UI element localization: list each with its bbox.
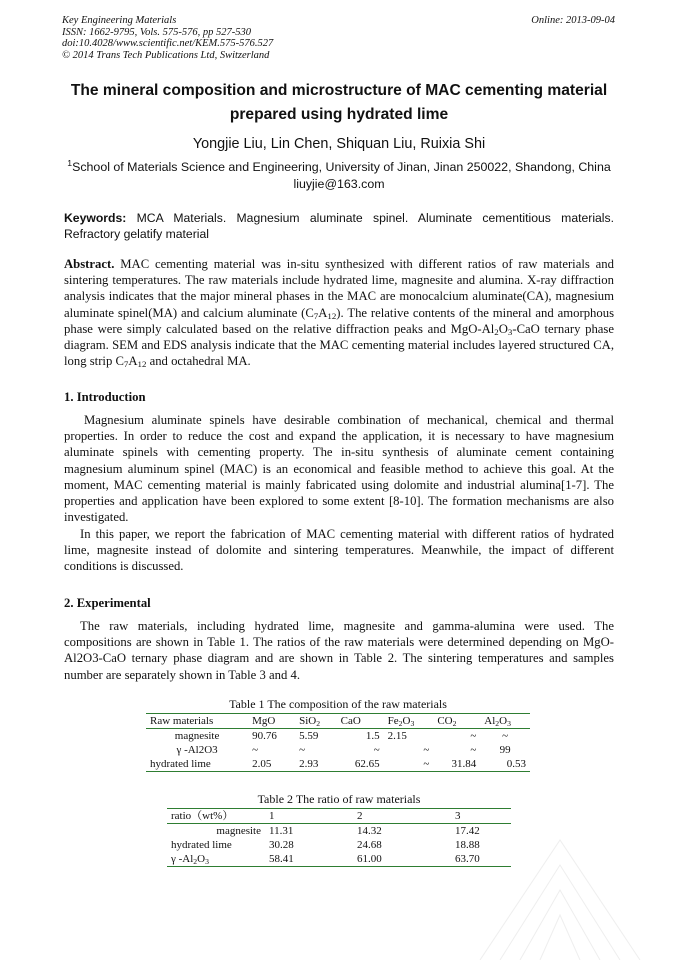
table-cell: [167, 852, 265, 867]
abstract-label: Abstract.: [64, 257, 115, 271]
abstract-text: and octahedral MA.: [146, 354, 251, 369]
keywords-block: [64, 210, 614, 242]
table1: [146, 713, 530, 772]
table-cell: 0.53: [506, 758, 526, 770]
subscript: 12: [327, 310, 337, 321]
abstract-text: O: [498, 321, 508, 336]
subscript: 2: [193, 857, 198, 866]
header-text: Fe: [387, 715, 399, 727]
header-text: Al: [484, 715, 496, 727]
author-email[interactable]: liuyjie@163.com: [293, 177, 385, 191]
table-cell: hydrated lime: [150, 758, 211, 770]
header-text: O: [499, 715, 508, 727]
table-cell: γ -Al2O3: [176, 744, 218, 756]
intro-paragraph-1: Magnesium aluminate spinels have desirable combination of mechanical, chemical and thermal properties. In order to reduce the cost and expand the application, it is necessary to have magnesium aluminate spinels with cementing property. The in-situ synthesis of aluminate cement containing magnesium aluminum spinel (MAC) is an economical and feasible method to achieve this goal. At the moment, MAC cementing material is mainly fabricated using dolomite and industrial alumina[1-7]. The properties and application have been explored to some extent [8-10]. The formation mechanisms are also investigated.: [64, 413, 614, 525]
table-cell: 24.68: [357, 839, 382, 851]
table-cell: 1.5: [365, 730, 380, 742]
table-cell: magnesite: [174, 730, 220, 742]
table1-header-cell: [295, 714, 337, 729]
table-cell: 2.15: [387, 730, 407, 742]
table-cell: 63.70: [455, 853, 480, 865]
online-date: Online: 2013-09-04: [531, 15, 615, 26]
journal-name: Key Engineering Materials: [62, 15, 177, 26]
table-cell: ~: [252, 744, 259, 756]
table-cell: 14.32: [357, 825, 382, 837]
subscript: 2: [494, 326, 499, 337]
table1-header-cell: CaO: [340, 715, 361, 727]
table-row: [146, 743, 530, 757]
table-row: [146, 757, 530, 772]
table1-header-cell: Raw materials: [150, 715, 214, 727]
table-row: [146, 729, 530, 744]
keywords-label: Keywords:: [64, 211, 127, 225]
table-cell: 61.00: [357, 853, 382, 865]
subscript: 3: [410, 719, 415, 728]
abstract-text: -CaO ternary phase diagram. SEM and EDS analysis indicate that the MAC cementing material includes layered structured CA, long strip C: [64, 321, 614, 369]
affiliation-text: School of Materials Science and Engineering, University of Jinan, Jinan 250022, Shandong, China: [72, 160, 611, 174]
table1-header-cell: [384, 714, 434, 729]
table-cell: ~: [373, 744, 380, 756]
table-cell: 17.42: [455, 825, 480, 837]
subscript: 2: [495, 719, 500, 728]
journal-header: [62, 15, 273, 61]
table-cell: 62.65: [354, 758, 380, 770]
table-cell: 99: [499, 744, 511, 756]
header-text: CO: [437, 715, 453, 727]
keywords-text: MCA Materials. Magnesium aluminate spinel. Aluminate cementitious materials. Refractory gelatify material: [64, 211, 614, 241]
table-cell: 18.88: [455, 839, 480, 851]
paper-title: [50, 79, 628, 127]
table-cell: ~: [502, 730, 509, 742]
table-cell: ~: [299, 744, 306, 756]
table1-header-cell: [480, 714, 530, 729]
table-cell: 11.31: [269, 825, 294, 837]
table1-header-cell: MgO: [252, 715, 276, 727]
watermark-line: [500, 865, 620, 960]
subscript: 3: [205, 857, 209, 866]
header-text: O: [402, 715, 411, 727]
watermark-line: [480, 840, 640, 960]
table-cell: 2.05: [252, 758, 272, 770]
subscript: 7: [313, 310, 319, 321]
affiliation: [50, 159, 628, 176]
abstract: [64, 256, 614, 369]
subscript: 3: [507, 326, 513, 337]
abstract-text: MAC cementing material was in-situ synthesized with different ratios of raw materials and sintering temperatures. The raw materials include hydrated lime, magnesite and alumina. X-ray diffraction analysis indicates that the major mineral phases in the MAC are monocalcium aluminate(CA), magnesium aluminate spinel(MA) and calcium aluminate (C: [64, 257, 614, 320]
table-cell: ~: [470, 744, 477, 756]
table1-header-row: [146, 714, 530, 729]
table-cell: 30.28: [269, 839, 294, 851]
issn-line: ISSN: 1662-9795, Vols. 575-576, pp 527-530: [62, 26, 251, 38]
subscript: 2: [398, 719, 403, 728]
author-list: Yongjie Liu, Lin Chen, Shiquan Liu, Ruixia Shi: [192, 136, 486, 152]
table-cell: 58.41: [269, 853, 294, 865]
affiliation-mark: 1: [67, 157, 73, 168]
subscript: 12: [137, 359, 147, 370]
row-label: O: [197, 853, 206, 865]
subscript: 2: [452, 719, 457, 728]
subscript: 3: [507, 719, 511, 728]
table-cell: hydrated lime: [171, 839, 232, 851]
abstract-text: ). The relative contents of the mineral and amorphous phase were simply calculated based on the relative diffraction peaks and MgO-Al: [64, 305, 615, 336]
table-cell: ~: [470, 730, 477, 742]
table2-header-cell: 1: [269, 810, 275, 822]
header-text: SiO: [299, 715, 317, 727]
table-cell: ~: [423, 758, 430, 770]
section-heading-experimental: 2. Experimental: [64, 596, 151, 610]
watermark-graphic: [440, 820, 678, 960]
affiliation-block: [50, 159, 628, 193]
abstract-text: A: [318, 305, 328, 320]
table-cell: 90.76: [252, 730, 277, 742]
experimental-paragraph: The raw materials, including hydrated lime, magnesite and gamma-alumina were used. The compositions are shown in Table 1. The ratios of the raw materials were determined depending on MgO-Al2O3-CaO ternary phase diagram and are shown in Table 2. The sintering temperatures and samples number are separately shown in Table 3 and 4.: [64, 619, 614, 682]
watermark-line: [540, 915, 580, 960]
table-cell: magnesite: [216, 825, 261, 837]
title-line-2: prepared using hydrated lime: [229, 106, 449, 123]
table2-caption: Table 2 The ratio of raw materials: [257, 792, 421, 806]
title-line-1: The mineral composition and microstructure of MAC cementing material: [70, 82, 608, 99]
table1-caption: Table 1 The composition of the raw materials: [229, 697, 447, 711]
row-label: γ -Al: [171, 853, 194, 865]
abstract-text: A: [128, 354, 138, 369]
copyright-line: © 2014 Trans Tech Publications Ltd, Switzerland: [62, 49, 270, 61]
section-heading-introduction: 1. Introduction: [64, 390, 146, 404]
table-cell: 31.84: [451, 758, 477, 770]
table-cell: 2.93: [299, 758, 319, 770]
table2-header-cell: 3: [455, 810, 461, 822]
table-cell: 5.59: [299, 730, 319, 742]
watermark-line: [520, 890, 600, 960]
subscript: 7: [123, 359, 129, 370]
intro-paragraph-2: In this paper, we report the fabrication of MAC cementing material with different ratios of hydrated lime, magnesite instead of dolomite and sintering temperatures. Meanwhile, the impact of different conditions is discussed.: [64, 527, 614, 574]
subscript: 2: [316, 719, 321, 728]
table2-header-cell: 2: [357, 810, 363, 822]
doi-line: doi:10.4028/www.scientific.net/KEM.575-576.527: [62, 38, 274, 49]
table1-header-cell: [433, 714, 480, 729]
table-cell: ~: [423, 744, 430, 756]
table2-header-cell: ratio（wt%）: [171, 810, 234, 822]
